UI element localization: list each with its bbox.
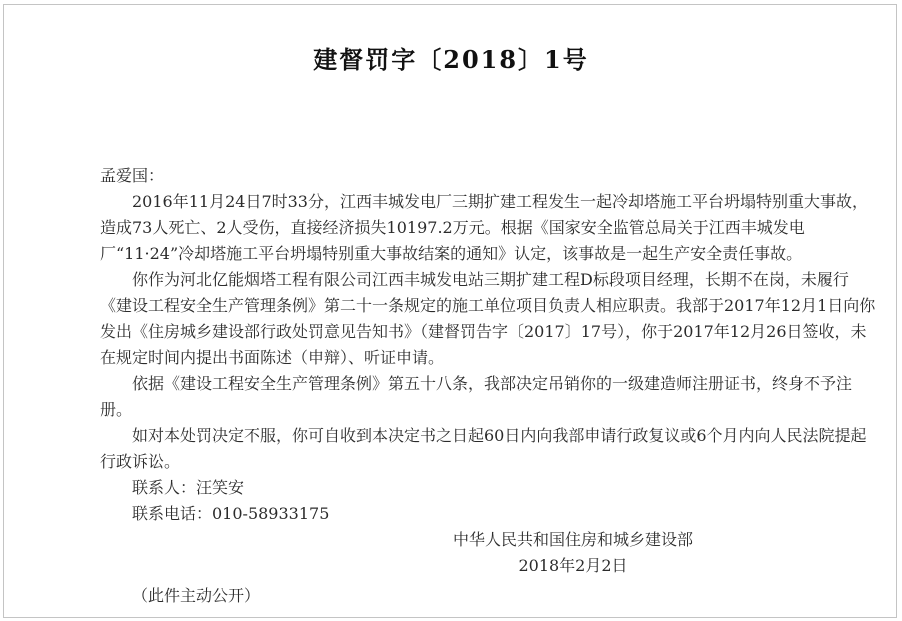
paragraph-appeal-rights: 如对本处罚决定不服，你可自收到本决定书之日起60日内向我部申请行政复议或6个月内向人民法院提起行政诉讼。 [100, 426, 867, 471]
signature-block [373, 527, 773, 579]
footer-note: （此件主动公开） [132, 586, 261, 605]
paragraph-violation-notice: 你作为河北亿能烟塔工程有限公司江西丰城发电站三期扩建工程D标段项目经理，长期不在岗，未履行《建设工程安全生产管理条例》第二十一条规定的施工单位项目负责人相应职责。我部于2017年12月1日向你发出《住房城乡建设部行政处罚意见告知书》（建督罚告字〔2017〕17号），你于2017年12月26日签收，未在规定时间内提出书面陈述（申辩）、听证申请。 [100, 270, 876, 367]
document-title: 建督罚字〔2018〕1号 [313, 45, 589, 74]
contact-phone: 联系电话：010-58933175 [132, 504, 330, 523]
paragraph-penalty-decision: 依据《建设工程安全生产管理条例》第五十八条，我部决定吊销你的一级建造师注册证书，终身不予注册。 [100, 374, 853, 419]
contact-person: 联系人：汪笑安 [132, 478, 245, 497]
issuer-name: 中华人民共和国住房和城乡建设部 [452, 530, 693, 549]
document-body [100, 163, 880, 609]
issue-date: 2018年2月2日 [518, 556, 628, 575]
paragraph-accident-description: 2016年11月24日7时33分，江西丰城发电厂三期扩建工程发生一起冷却塔施工平台坍塌特别重大事故，造成73人死亡、2人受伤，直接经济损失10197.2万元。根据《国家安全监管总局关于江西丰城发电厂“11·24”冷却塔施工平台坍塌特别重大事故结案的通知》认定，该事故是一起生产安全责任事故。 [100, 192, 868, 263]
salutation: 孟爱国： [100, 166, 165, 185]
